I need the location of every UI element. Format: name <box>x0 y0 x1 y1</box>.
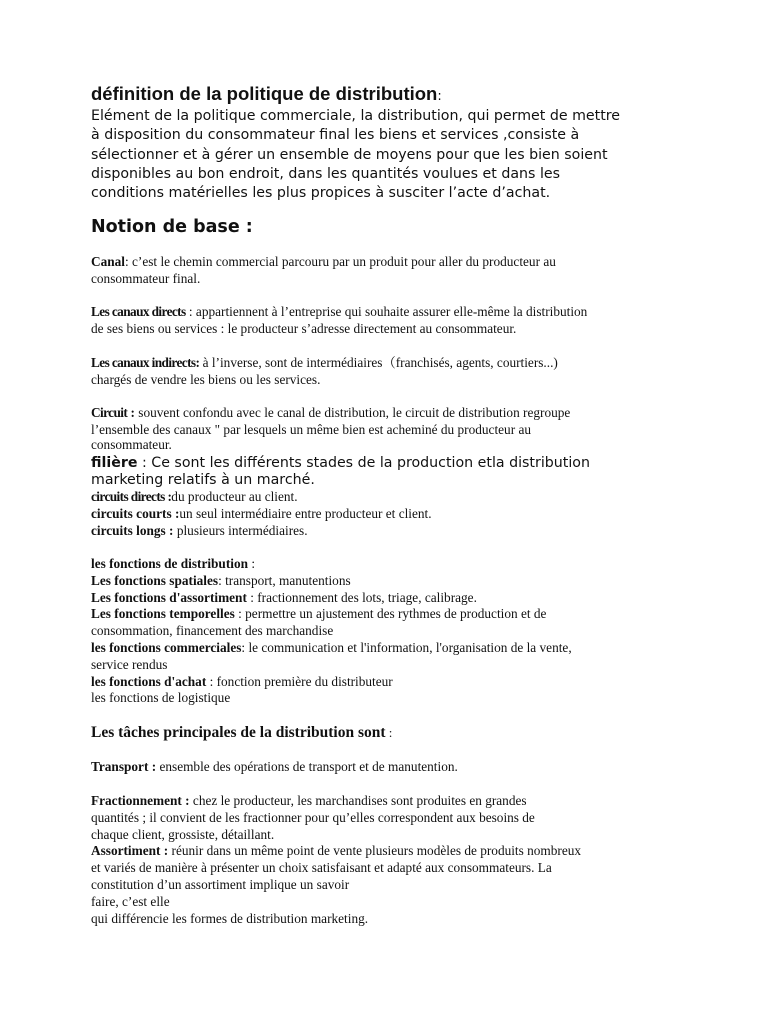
canaux-directs-text: : appartiennent à l’entreprise qui souhaite assurer elle-même la distribution <box>185 304 588 319</box>
fonctions-heading-colon: : <box>248 556 256 571</box>
canaux-directs-term: Les canaux directs <box>91 304 186 319</box>
taches-heading <box>91 724 681 742</box>
fonctions-achat-term: les fonctions d'achat <box>91 673 207 689</box>
fonctions-section <box>91 556 681 707</box>
definition-line: disponibles au bon endroit, dans les quantités voulues et dans les <box>91 165 561 182</box>
fractionnement-text-cont: quantités ; il convient de les fractionner pour qu’elles correspondent aux besoins de <box>91 809 535 825</box>
canaux-indirects-text-cont: chargés de vendre les biens ou les services. <box>91 371 321 387</box>
fonctions-assortiment-term: Les fonctions d'assortiment <box>91 589 247 605</box>
transport-paragraph <box>91 759 681 776</box>
circuit-text-cont: l’ensemble des canaux " par lesquels un même bien est acheminé du producteur au <box>91 421 532 437</box>
fonctions-achat-text: : fonction première du distributeur <box>206 673 393 689</box>
taches-heading-text: Les tâches principales de la distribution sont <box>91 724 386 741</box>
notion-heading: Notion de base : <box>91 217 253 237</box>
taches-heading-colon: : <box>385 725 393 740</box>
canaux-indirects-term: Les canaux indirects: <box>91 355 200 370</box>
canal-text: : c’est le chemin commercial parcouru par un produit pour aller du producteur au <box>125 254 556 269</box>
circuits-longs-text: plusieurs intermédiaires. <box>173 522 308 538</box>
transport-term: Transport : <box>91 759 157 774</box>
canal-term: Canal <box>91 254 125 269</box>
page-title <box>91 83 681 105</box>
canaux-indirects-paragraph <box>91 355 681 389</box>
assortiment-text-cont: constitution d’un assortiment implique un savoir <box>91 876 350 892</box>
assortiment-text-cont: et variés de manière à présenter un choix satisfaisant et adapté aux consommateurs. La <box>91 860 552 876</box>
circuits-courts-text: un seul intermédiaire entre producteur et client. <box>179 505 432 521</box>
list-item <box>91 606 681 623</box>
assortiment-text-cont: faire, c’est elle <box>91 893 170 909</box>
list-item <box>91 489 681 506</box>
circuits-longs-term: circuits longs : <box>91 522 174 538</box>
circuit-text: souvent confondu avec le canal de distribution, le circuit de distribution regroupe <box>134 405 571 420</box>
assortiment-term: Assortiment : <box>91 843 169 859</box>
circuits-directs-term: circuits directs : <box>91 489 172 504</box>
canaux-directs-paragraph <box>91 304 681 338</box>
list-item <box>91 674 681 691</box>
filiere-term: filière <box>91 455 138 471</box>
list-item <box>91 573 681 590</box>
circuits-list <box>91 489 681 539</box>
fractionnement-paragraph <box>91 793 681 927</box>
fonctions-commerciales-term: les fonctions commerciales <box>91 639 242 655</box>
fractionnement-term: Fractionnement : <box>91 793 190 808</box>
fonctions-logistique: les fonctions de logistique <box>91 690 231 706</box>
circuits-courts-term: circuits courts : <box>91 505 180 521</box>
filiere-paragraph <box>91 455 681 489</box>
definition-line: à disposition du consommateur final les biens et services ,consiste à <box>91 127 580 144</box>
fonctions-temporelles-text: : permettre un ajustement des rythmes de production et de <box>234 606 547 622</box>
filiere-text: : Ce sont les différents stades de la production etla distribution <box>137 455 590 471</box>
definition-line: conditions matérielles les plus propices à susciter l’acte d’achat. <box>91 185 551 202</box>
circuit-term: Circuit <box>91 405 128 420</box>
list-item <box>91 640 681 657</box>
fonctions-assortiment-text: : fractionnement des lots, triage, calibrage. <box>246 589 477 605</box>
definition-paragraph <box>91 107 681 203</box>
fonctions-spatiales-text: : transport, manutentions <box>218 572 351 588</box>
transport-text: ensemble des opérations de transport et de manutention. <box>156 759 458 774</box>
fractionnement-text-cont: chaque client, grossiste, détaillant. <box>91 826 275 842</box>
circuit-paragraph <box>91 405 681 451</box>
fonctions-heading <box>91 556 681 573</box>
title-text: définition de la politique de distribution <box>91 83 438 104</box>
assortiment-text: réunir dans un même point de vente plusieurs modèles de produits nombreux <box>168 843 582 859</box>
list-item <box>91 506 681 523</box>
assortiment-text-cont: qui différencie les formes de distribution marketing. <box>91 910 369 926</box>
circuit-colon: : <box>127 405 135 420</box>
canaux-directs-text-cont: de ses biens ou services : le producteur s’adresse directement au consommateur. <box>91 320 517 336</box>
fractionnement-text: chez le producteur, les marchandises sont produites en grandes <box>189 793 527 808</box>
canal-text-cont: consommateur final. <box>91 270 201 286</box>
fonctions-spatiales-term: Les fonctions spatiales <box>91 572 219 588</box>
list-item <box>91 590 681 607</box>
circuits-directs-text: du producteur au client. <box>171 489 298 504</box>
canal-paragraph <box>91 254 681 288</box>
circuit-text-cont: consommateur. <box>91 436 172 452</box>
definition-line: Elément de la politique commerciale, la distribution, qui permet de mettre <box>91 108 621 124</box>
assortiment-paragraph <box>91 843 681 860</box>
fonctions-heading-text: les fonctions de distribution <box>91 556 248 571</box>
filiere-text-cont: marketing relatifs à un marché. <box>91 472 315 488</box>
title-colon: : <box>437 89 442 104</box>
fonctions-temporelles-term: Les fonctions temporelles <box>91 606 235 622</box>
canaux-indirects-text: à l’inverse, sont de intermédiaires（franchisés, agents, courtiers...) <box>199 355 558 370</box>
fonctions-temporelles-cont: consommation, financement des marchandise <box>91 623 334 639</box>
definition-line: sélectionner et à gérer un ensemble de moyens pour que les bien soient <box>91 146 608 163</box>
list-item <box>91 523 681 540</box>
fonctions-commerciales-cont: service rendus <box>91 656 168 672</box>
fonctions-commerciales-text: : le communication et l'information, l'organisation de la vente, <box>241 639 572 655</box>
